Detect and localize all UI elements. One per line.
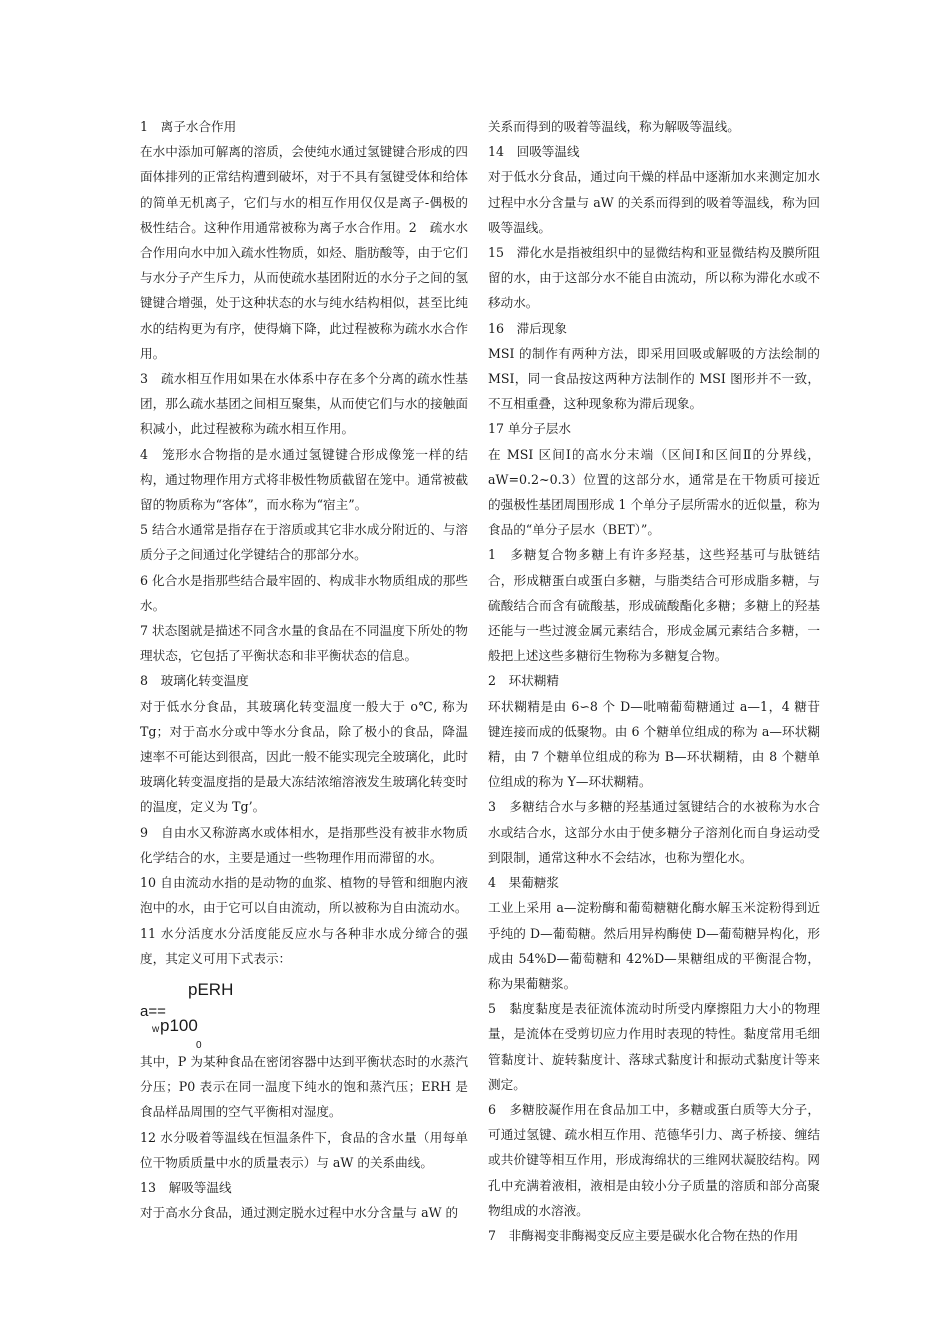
- formula-subscript-0: 0: [196, 1039, 202, 1051]
- paragraph: 7 状态图就是描述不同含水量的食品在不同温度下所处的物理状态，它包括了平衡状态和非平衡状态的信息。: [140, 623, 468, 664]
- paragraph: 9 自由水又称游离水或体相水，是指那些没有被非水物质化学结合的水，主要是通过一些物理作用而滞留的水。: [140, 824, 468, 865]
- paragraph: 10 自由流动水指的是动物的血浆、植物的导管和细胞内液泡中的水，由于它可以自由流动，所以被称为自由流动水。: [140, 875, 468, 916]
- paragraph: 2 环状糊精: [488, 673, 559, 689]
- paragraph: 3 多糖结合水与多糖的羟基通过氢键结合的水被称为水合水或结合水，这部分水由于使多糖分子溶剂化而自身运动受到限制，通常这种水不会结冰，也称为塑化水。: [488, 799, 820, 865]
- paragraph: 4 笼形水合物指的是水通过氢键键合形成像笼一样的结构，通过物理作用方式将非极性物质截留在笼中。通常被截留的物质称为“客体”，而水称为“宿主”。: [140, 446, 468, 513]
- paragraph: 对于低水分食品，通过向干燥的样品中逐渐加水来测定加水过程中水分含量与 aW 的关系而得到的吸着等温线，称为回吸等温线。: [488, 169, 820, 235]
- paragraph: 7 非酶褐变非酶褐变反应主要是碳水化合物在热的作用: [488, 1227, 799, 1243]
- paragraph: 13 解吸等温线: [140, 1179, 232, 1195]
- formula-denominator: p100: [160, 1015, 198, 1035]
- paragraph: 对于高水分食品，通过测定脱水过程中水分含量与 aW 的: [140, 1205, 459, 1221]
- right-column: [488, 114, 820, 1248]
- paragraph: MSI 的制作有两种方法，即采用回吸或解吸的方法绘制的 MSI，同一食品按这两种方法制作的 MSI 图形并不一致，不互相重叠，这种现象称为滞后现象。: [488, 345, 820, 412]
- paragraph: 15 滞化水是指被组织中的显微结构和亚显微结构及膜所阻留的水，由于这部分水不能自由流动，所以称为滞化水或不移动水。: [488, 245, 820, 311]
- paragraph: 工业上采用 a—淀粉酶和葡萄糖糖化酶水解玉米淀粉得到近乎纯的 D—葡萄糖。然后用异构酶使 D—葡萄糖异构化，形成由 54%D—葡萄糖和 42%D—果糖组成的平衡混合物，称为果葡糖浆。: [488, 900, 820, 991]
- paragraph: 17 单分子层水: [488, 421, 571, 437]
- formula-numerator: pERH: [188, 979, 234, 999]
- paragraph: 对于低水分食品，其玻璃化转变温度一般大于 o℃, 称为Tg；对于高水分或中等水分食品，除了极小的食品，降温速率不可能达到很高，因此一般不能实现完全玻璃化，此时玻璃化转变温度指的是最大冻结浓缩溶液发生玻璃化转变时的温度，定义为 Tg’。: [140, 698, 468, 815]
- paragraph: 5 结合水通常是指存在于溶质或其它非水成分附近的、与溶质分子之间通过化学键结合的那部分水。: [140, 522, 468, 563]
- paragraph: 其中，P 为某种食品在密闭容器中达到平衡状态时的水蒸汽分压；P0 表示在同一温度下纯水的饱和蒸汽压；ERH 是食品样品周围的空气平衡相对湿度。: [140, 1053, 468, 1120]
- formula-lhs: a==: [140, 1002, 166, 1020]
- paragraph: 11 水分活度水分活度能反应水与各种非水成分缔合的强度，其定义可用下式表示：: [140, 925, 468, 966]
- paragraph: 在水中添加可解离的溶质，会使纯水通过氢键键合形成的四面体排列的正常结构遭到破坏，对于不具有氢键受体和给体的简单无机离子，它们与水的相互作用仅仅是离子-偶极的极性结合。这种作用通常被称为离子水合作用。2 疏水水合作用向水中加入疏水性物质，如烃、脂肪酸等，由于它们与水分子产生斥力，从而使疏水基团附近的水分子之间的氢键键合增强，处于这种状态的水与纯水结构相似，甚至比纯水的结构更为有序，使得熵下降，此过程被称为疏水水合作用。: [140, 144, 468, 361]
- water-activity-formula: [140, 975, 468, 1051]
- paragraph: 关系而得到的吸着等温线，称为解吸等温线。: [488, 119, 740, 134]
- paragraph: 3 疏水相互作用如果在水体系中存在多个分离的疏水性基团，那么疏水基团之间相互聚集，从而使它们与水的接触面积减小，此过程被称为疏水相互作用。: [140, 371, 468, 437]
- left-column: [140, 114, 468, 1225]
- paragraph: 环状糊精是由 6∽8 个 D—吡喃葡萄糖通过 a—1，4 糖苷键连接而成的低聚物。由 6 个糖单位组成的称为 a—环状糊精，由 7 个糖单位组成的称为 B—环状糊精，由 8 个糖单位组成的称为 Y—环状糊精。: [488, 698, 820, 790]
- paragraph: 12 水分吸着等温线在恒温条件下，食品的含水量（用每单位干物质质量中水的质量表示）与 aW 的关系曲线。: [140, 1129, 468, 1170]
- paragraph: 1 多糖复合物多糖上有许多羟基，这些羟基可与肽链结合，形成糖蛋白或蛋白多糖，与脂类结合可形成脂多糖，与硫酸结合而含有硫酸基，形成硫酸酯化多糖；多糖上的羟基还能与一些过渡金属元素结合，形成金属元素结合多糖，一般把上述这些多糖衍生物称为多糖复合物。: [488, 547, 820, 664]
- paragraph: 6 化合水是指那些结合最牢固的、构成非水物质组成的那些水。: [140, 572, 468, 613]
- paragraph: 5 黏度黏度是表征流体流动时所受内摩擦阻力大小的物理量，是流体在受剪切应力作用时表现的特性。黏度常用毛细管黏度计、旋转黏度计、落球式黏度计和振动式黏度计等来测定。: [488, 1001, 820, 1092]
- paragraph: 16 滞后现象: [488, 320, 567, 336]
- formula-subscript-w: w: [152, 1023, 160, 1035]
- paragraph: 在 MSI 区间Ⅰ的高水分末端（区间Ⅰ和区间Ⅱ的分界线，aW=0.2~0.3）位置的这部分水，通常是在干物质可接近的强极性基团周围形成 1 个单分子层所需水的近似量，称为食品的“单分子层水（BET）”。: [488, 446, 820, 538]
- paragraph: 8 玻璃化转变温度: [140, 673, 249, 689]
- paragraph: 1 离子水合作用: [140, 119, 237, 134]
- paragraph: 6 多糖胶凝作用在食品加工中，多糖或蛋白质等大分子，可通过氢键、疏水相互作用、范德华引力、离子桥接、缠结或共价键等相互作用，形成海绵状的三维网状凝胶结构。网孔中充满着液相，液相是由较小分子质量的溶质和部分高聚物组成的水溶液。: [488, 1101, 820, 1218]
- paragraph: 4 果葡糖浆: [488, 875, 559, 891]
- paragraph: 14 回吸等温线: [488, 144, 580, 160]
